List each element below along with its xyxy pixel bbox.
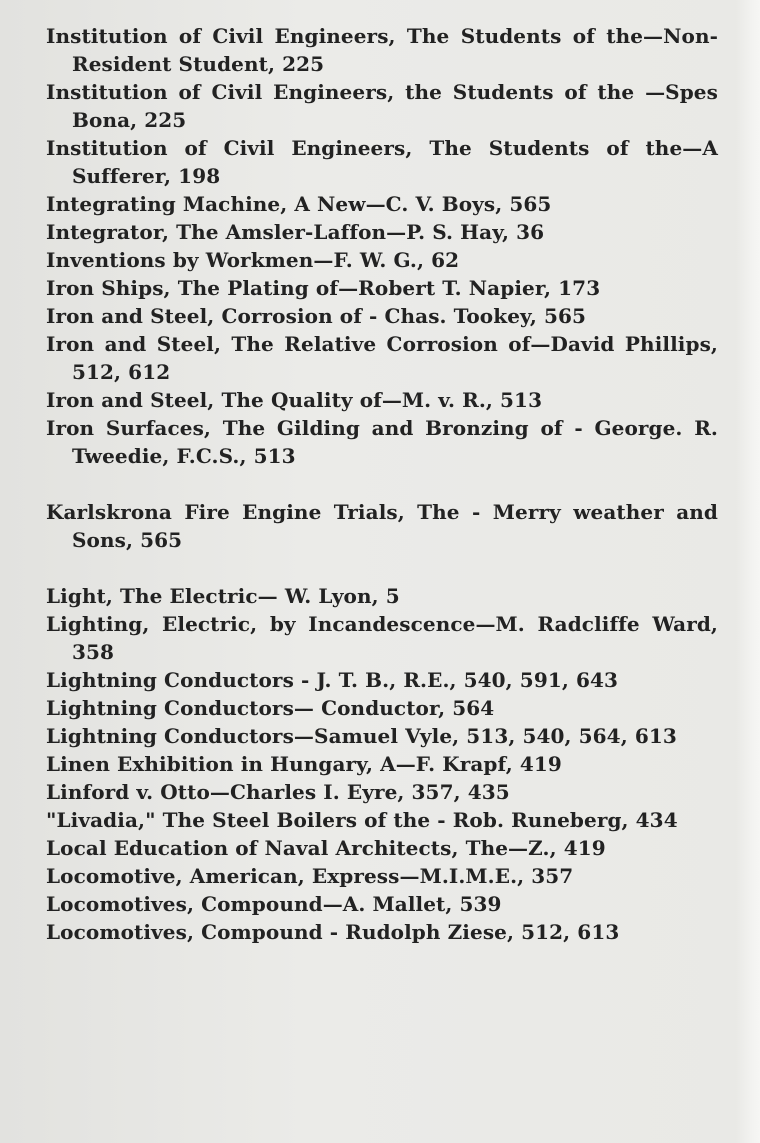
index-entry: Locomotives, Compound - Rudolph Ziese, 512, 613 bbox=[46, 920, 620, 944]
index-entry: Integrating Machine, A New—C. V. Boys, 565 bbox=[46, 192, 552, 216]
index-entry: Lightning Conductors— Conductor, 564 bbox=[46, 696, 495, 720]
index-entry: Linen Exhibition in Hungary, A—F. Krapf, 419 bbox=[46, 752, 562, 776]
index-entry: Institution of Civil Engineers, The Students of the—Non-Resident Student, 225 bbox=[46, 24, 718, 76]
index-entry: Iron and Steel, The Quality of—M. v. R., 513 bbox=[46, 388, 543, 412]
index-entry: Institution of Civil Engineers, the Students of the —Spes Bona, 225 bbox=[46, 80, 718, 132]
index-entry: Integrator, The Amsler-Laffon—P. S. Hay, 36 bbox=[46, 220, 545, 244]
index-entry: Lightning Conductors—Samuel Vyle, 513, 540, 564, 613 bbox=[46, 724, 677, 748]
index-entry: Linford v. Otto—Charles I. Eyre, 357, 435 bbox=[46, 780, 510, 804]
index-entry: Locomotives, Compound—A. Mallet, 539 bbox=[46, 892, 502, 916]
index-entry: Lightning Conductors - J. T. B., R.E., 540, 591, 643 bbox=[46, 668, 619, 692]
index-entry-list bbox=[46, 22, 718, 946]
page-edge bbox=[736, 0, 760, 1143]
index-entry: Iron Surfaces, The Gilding and Bronzing of - George. R. Tweedie, F.C.S., 513 bbox=[46, 416, 718, 468]
index-entry: Iron Ships, The Plating of—Robert T. Napier, 173 bbox=[46, 276, 601, 300]
index-entry: Inventions by Workmen—F. W. G., 62 bbox=[46, 248, 460, 272]
index-entry: Locomotive, American, Express—M.I.M.E., 357 bbox=[46, 864, 574, 888]
index-entry: Light, The Electric— W. Lyon, 5 bbox=[46, 584, 400, 608]
index-entry: Local Education of Naval Architects, The—Z., 419 bbox=[46, 836, 606, 860]
index-entry: Karlskrona Fire Engine Trials, The - Merry weather and Sons, 565 bbox=[46, 500, 718, 552]
index-entry: Institution of Civil Engineers, The Students of the—A Sufferer, 198 bbox=[46, 136, 718, 188]
index-entry: Lighting, Electric, by Incandescence—M. Radcliffe Ward, 358 bbox=[46, 612, 718, 664]
index-entry: Iron and Steel, The Relative Corrosion of—David Phillips, 512, 612 bbox=[46, 332, 718, 384]
index-entry: Iron and Steel, Corrosion of - Chas. Tookey, 565 bbox=[46, 304, 587, 328]
index-entry: "Livadia," The Steel Boilers of the - Rob. Runeberg, 434 bbox=[46, 808, 678, 832]
